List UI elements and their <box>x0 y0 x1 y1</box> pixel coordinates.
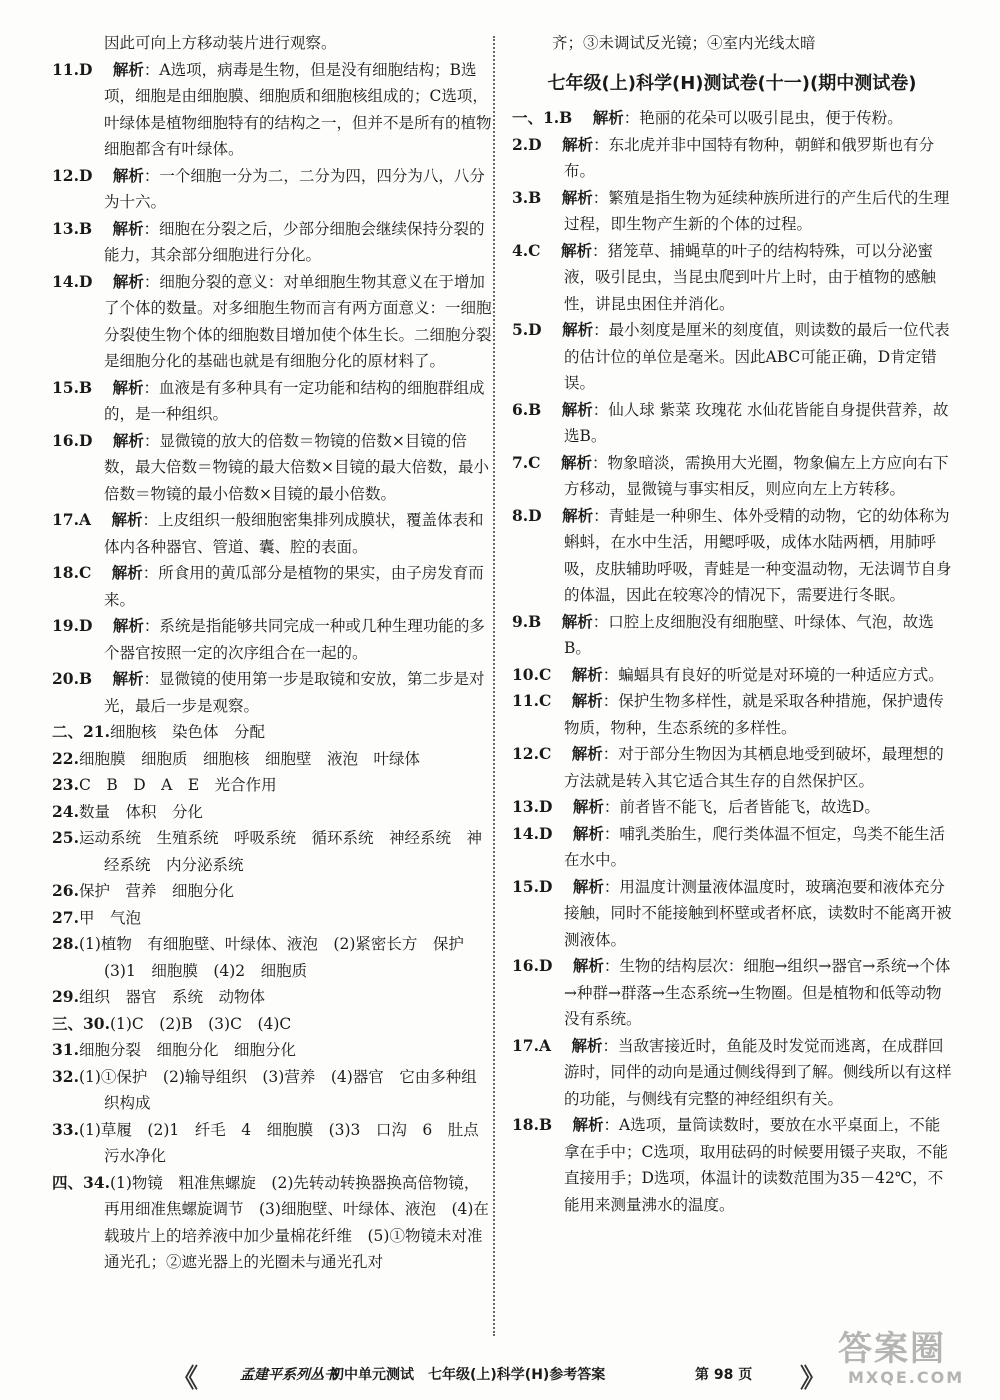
answer-item <box>512 821 952 874</box>
question-number: 11.D <box>52 59 93 79</box>
answer-item <box>52 666 492 719</box>
answer-item <box>52 560 492 613</box>
answer-text: 细胞核 染色体 分配 <box>109 723 265 741</box>
analysis-label: 解析 <box>572 1115 604 1134</box>
analysis-label: 解析 <box>111 510 143 529</box>
analysis-label: 解析 <box>571 691 603 710</box>
question-number: 17.A <box>512 1035 551 1055</box>
question-number: 2.D <box>512 134 542 154</box>
question-number: 6.B <box>512 399 542 419</box>
answer-item <box>52 825 492 878</box>
answer-item <box>512 238 952 318</box>
analysis-label: 解析 <box>561 399 593 419</box>
answer-item <box>52 799 492 826</box>
answer-item <box>512 132 952 185</box>
question-number: 7.C <box>512 452 541 472</box>
right-column <box>512 30 952 1218</box>
answer-item <box>52 30 492 57</box>
left-column <box>52 30 495 1276</box>
answer-item <box>512 185 952 238</box>
answer-item <box>512 662 952 689</box>
answer-item <box>52 1064 492 1117</box>
analysis-label: 解析 <box>112 616 144 635</box>
question-number: 33. <box>52 1119 79 1139</box>
question-number: 20.B <box>52 669 93 688</box>
answer-item <box>512 609 952 662</box>
question-number: 16.D <box>512 956 553 975</box>
analysis-label: 解析 <box>572 823 604 843</box>
next-arrow-icon: 》 <box>800 1364 827 1394</box>
question-number: 16.D <box>52 430 93 450</box>
answer-item <box>512 688 952 741</box>
answer-text: ：哺乳类胎生，爬行类体温不恒定，鸟类不能生活在水中。 <box>564 824 945 869</box>
answer-text: ：A选项，病毒是生物，但是没有细胞结构；B选项，细胞是由细胞膜、细胞质和细胞核组成的；C选项，叶绿体是植物细胞特有的结构之一，但并不是所有的植物细胞都含有叶绿体。 <box>104 60 492 158</box>
question-number: 四、34. <box>52 1172 110 1192</box>
answer-item <box>52 772 492 799</box>
answer-text: ：对于部分生物因为其栖息地受到破坏，最理想的方法就是转入其它适合其生存的自然保护区。 <box>564 745 944 790</box>
analysis-label: 解析 <box>562 134 594 154</box>
question-number: 5.D <box>512 320 542 339</box>
answer-text: ：猪笼草、捕蝇草的叶子的结构特殊，可以分泌蜜液，吸引昆虫，当昆虫爬到叶片上时，由于植物的感触性，讲昆虫困住并消化。 <box>564 241 937 313</box>
question-number: 27. <box>52 907 79 927</box>
answer-text: 甲 气泡 <box>78 908 141 927</box>
question-number: 28. <box>52 934 79 953</box>
answer-item <box>52 1037 492 1064</box>
answer-item <box>52 1117 495 1170</box>
answer-text: (1)C (2)B (3)C (4)C <box>109 1014 292 1033</box>
answer-text: 运动系统 生殖系统 呼吸系统 循环系统 神经系统 神经系统 内分泌系统 <box>78 829 482 874</box>
answer-item <box>52 428 492 508</box>
answer-text: ：保护生物多样性，就是采取各种措施，保护遗传物质，物种，生态系统的多样性。 <box>564 692 944 737</box>
answer-text: ：生物的结构层次：细胞→组织→器官→系统→个体→种群→群落→生态系统→生物圈。但是植物和低等动物没有系统。 <box>564 957 951 1028</box>
question-number: 26. <box>52 881 79 900</box>
answer-item <box>52 507 492 560</box>
answer-item <box>512 503 952 609</box>
question-number: 11.C <box>512 691 552 710</box>
answer-item <box>52 719 492 746</box>
right-lead-line: 齐；③未调试反光镜；④室内光线太暗 <box>552 34 816 52</box>
watermark-text: 答案圈 <box>838 1329 946 1369</box>
analysis-label: 解析 <box>562 320 594 339</box>
answer-text: ：最小刻度是厘米的刻度值，则读数的最后一位代表的估计位的单位是毫米。因此ABC可能正确，D肯定错误。 <box>564 321 950 392</box>
answer-item <box>52 746 492 773</box>
answer-text: ：显微镜的放大的倍数＝物镜的倍数×目镜的倍数，最大倍数＝物镜的最大倍数×目镜的最大倍数，最小倍数＝物镜的最小倍数×目镜的最小倍数。 <box>104 431 489 503</box>
answer-item <box>52 269 492 375</box>
answer-item <box>512 397 952 450</box>
answer-text: ：蝙蝠具有良好的听觉是对环境的一种适应方式。 <box>602 665 944 684</box>
answer-text: 数量 体积 分化 <box>78 802 203 821</box>
question-number: 19.D <box>52 616 93 635</box>
analysis-label: 解析 <box>592 108 624 127</box>
answer-item <box>52 905 492 932</box>
answer-item <box>52 1011 492 1038</box>
question-number: 13.B <box>52 218 93 238</box>
answer-item <box>52 216 492 269</box>
question-number: 17.A <box>52 510 91 529</box>
answer-text: ：物象暗淡，需换用大光圈，物象偏左上方应向右下方移动，显微镜与事实相反，则应向左上方转移。 <box>564 453 949 498</box>
question-number: 10.C <box>512 664 552 684</box>
answer-item <box>52 57 492 163</box>
analysis-label: 解析 <box>560 452 592 472</box>
analysis-label: 解析 <box>561 611 593 631</box>
analysis-label: 解析 <box>571 664 603 684</box>
answer-item <box>52 163 492 216</box>
question-number: 13.D <box>512 797 553 816</box>
analysis-label: 解析 <box>571 744 603 763</box>
question-number: 31. <box>52 1040 79 1059</box>
question-number: 15.B <box>52 377 93 397</box>
question-number: 18.C <box>52 563 92 582</box>
analysis-label: 解析 <box>572 797 604 816</box>
question-number: 二、21. <box>52 722 110 741</box>
analysis-label: 解析 <box>561 187 593 207</box>
analysis-label: 解析 <box>112 669 144 688</box>
analysis-label: 解析 <box>572 876 604 896</box>
answer-item <box>52 984 492 1011</box>
answer-text: ：繁殖是指生物为延续种族所进行的产生后代的生理过程，即生物产生新的个体的过程。 <box>564 188 950 233</box>
question-number: 23. <box>52 775 79 794</box>
answer-text: ：艳丽的花朵可以吸引昆虫，便于传粉。 <box>623 109 903 127</box>
analysis-label: 解析 <box>112 377 144 397</box>
analysis-label: 解析 <box>111 563 143 582</box>
answer-text: ：仙人球 紫菜 玫瑰花 水仙花皆能自身提供营养，故选B。 <box>564 400 949 445</box>
answer-text: ：A选项，量筒读数时，要放在水平桌面上，不能拿在手中；C选项，取用砝码的时候要用镊子夹取，不能直接用手；D选项，体温计的读数范围为35－42℃，不能用来测量沸水的温度。 <box>564 1116 948 1214</box>
answer-item <box>512 1112 952 1218</box>
answer-text: ：一个细胞一分为二，二分为四，四分为八，八分为十六。 <box>104 166 485 211</box>
question-number: 29. <box>52 987 79 1006</box>
question-number: 24. <box>52 801 79 821</box>
answer-item <box>52 878 492 905</box>
answer-text: C B D A E 光合作用 <box>78 776 277 794</box>
watermark-url: MXQE.COM <box>848 1368 965 1387</box>
answer-text: 保护 营养 细胞分化 <box>78 882 234 900</box>
answer-item <box>512 105 952 132</box>
question-number: 32. <box>52 1066 79 1086</box>
analysis-label: 解析 <box>112 271 144 291</box>
question-number: 3.B <box>512 187 542 207</box>
question-number: 22. <box>52 748 79 768</box>
series-name: 孟建平系列丛书 <box>240 1367 338 1383</box>
analysis-label: 解析 <box>560 240 592 260</box>
question-number: 9.B <box>512 611 542 631</box>
section-title: 七年级(上)科学(H)测试卷(十一)(期中测试卷) <box>547 72 917 94</box>
question-number: 25. <box>52 828 79 847</box>
answer-text: ：细胞分裂的意义：对单细胞生物其意义在于增加了个体的数量。对多细胞生物而言有两方面意义：一细胞分裂使生物个体的细胞数目增加使个体生长。二细胞分裂是细胞分化的基础也就是有细胞分化的原材料了。 <box>104 272 492 370</box>
answer-text: ：血液是有多种具有一定功能和结构的细胞群组成的，是一种组织。 <box>104 378 485 423</box>
answer-item <box>512 741 952 794</box>
answer-item <box>512 450 952 503</box>
book-title: 初中单元测试 七年级(上)科学(H)参考答案 <box>330 1367 606 1383</box>
answer-text: 细胞膜 细胞质 细胞核 细胞壁 液泡 叶绿体 <box>78 749 420 768</box>
analysis-label: 解析 <box>112 165 144 185</box>
answer-text: (1)物镜 粗准焦螺旋 (2)先转动转换器换高倍物镜，再用细准焦螺旋调节 (3)细胞壁、叶绿体、液泡 (4)在载玻片上的培养液中加少量棉花纤维 (5)①物镜未对准通光孔；②遮光器上的光圈未与通光孔对 <box>104 1173 489 1271</box>
column-divider <box>493 36 495 1336</box>
question-number: 12.C <box>512 744 552 763</box>
analysis-label: 解析 <box>562 505 594 525</box>
answer-text: 细胞分裂 细胞分化 细胞分化 <box>78 1041 296 1059</box>
answer-text: ：前者皆不能飞，后者皆能飞，故选D。 <box>603 798 880 816</box>
answer-text: ：系统是指能够共同完成一种或几种生理功能的多个器官按照一定的次序组合在一起的。 <box>104 617 485 662</box>
question-number: 一、1.B <box>512 108 573 127</box>
answer-item <box>52 613 492 666</box>
answer-item <box>52 931 492 984</box>
answer-item <box>512 794 952 821</box>
answer-text: ：细胞在分裂之后，少部分细胞会继续保持分裂的能力，其余部分细胞进行分化。 <box>104 219 485 264</box>
page-number: 第 98 页 <box>695 1367 753 1383</box>
answer-text: (1)①保护 (2)输导组织 (3)营养 (4)器官 它由多种组织构成 <box>78 1067 477 1112</box>
answer-item <box>52 375 492 428</box>
analysis-label: 解析 <box>112 59 144 79</box>
answer-text: ：所食用的黄瓜部分是植物的果实，由子房发育而来。 <box>104 564 484 609</box>
answer-item <box>512 317 952 397</box>
analysis-label: 解析 <box>572 956 604 975</box>
answer-text: 组织 器官 系统 动物体 <box>78 988 265 1006</box>
analysis-label: 解析 <box>571 1035 603 1055</box>
analysis-label: 解析 <box>112 430 144 450</box>
answer-text: ：当敌害接近时，鱼能及时发觉而逃离，在成群回游时，同伴的动向是通过侧线得到了解。侧线所以有这样的功能，与侧线有完整的神经组织有关。 <box>564 1036 952 1108</box>
watermark-logo <box>838 1330 988 1392</box>
answer-item <box>512 1033 952 1113</box>
answer-text: ：口腔上皮细胞没有细胞壁、叶绿体、气泡，故选B。 <box>564 612 934 657</box>
answer-text: (1)植物 有细胞壁、叶绿体、液泡 (2)紧密长方 保护 (3)1 细胞膜 (4)2 细胞质 <box>78 935 480 980</box>
answer-item <box>52 1170 492 1276</box>
question-number: 18.B <box>512 1115 553 1134</box>
question-number: 14.D <box>52 271 93 291</box>
answer-item <box>512 953 952 1033</box>
question-number: 14.D <box>512 823 553 843</box>
answer-text: ：青蛙是一种卵生、体外受精的动物，它的幼体称为蝌蚪，在水中生活，用鳃呼吸，成体水陆两栖，用肺呼吸，皮肤辅助呼吸，青蛙是一种变温动物，无法调节自身的体温，因此在较寒冷的情况下，需要进行冬眠。 <box>564 506 952 604</box>
analysis-label: 解析 <box>112 218 144 238</box>
answer-text: ：显微镜的使用第一步是取镜和安放，第二步是对光，最后一步是观察。 <box>104 670 485 715</box>
question-number: 4.C <box>512 240 541 260</box>
question-number: 12.D <box>52 165 93 185</box>
answer-text: ：东北虎并非中国特有物种，朝鲜和俄罗斯也有分布。 <box>564 135 935 180</box>
prev-arrow-icon: 《 <box>172 1364 199 1394</box>
right-answer-list <box>512 105 952 1218</box>
question-number: 15.D <box>512 876 553 896</box>
answer-text: ：上皮组织一般细胞密集排列成膜状，覆盖体表和体内各种器官、管道、囊、腔的表面。 <box>104 511 484 556</box>
question-number: 8.D <box>512 505 542 525</box>
answer-text: ：用温度计测量液体温度时，玻璃泡要和液体充分接触，同时不能接触到杯壁或者杯底，读数时不能离开被测液体。 <box>564 877 952 949</box>
answer-item <box>512 874 952 954</box>
question-number: 三、30. <box>52 1013 110 1033</box>
answer-text: (1)草履 (2)1 纤毛 4 细胞膜 (3)3 口沟 6 肚点 污水净化 <box>78 1120 495 1165</box>
answer-text: 因此可向上方移动装片进行观察。 <box>104 34 337 52</box>
